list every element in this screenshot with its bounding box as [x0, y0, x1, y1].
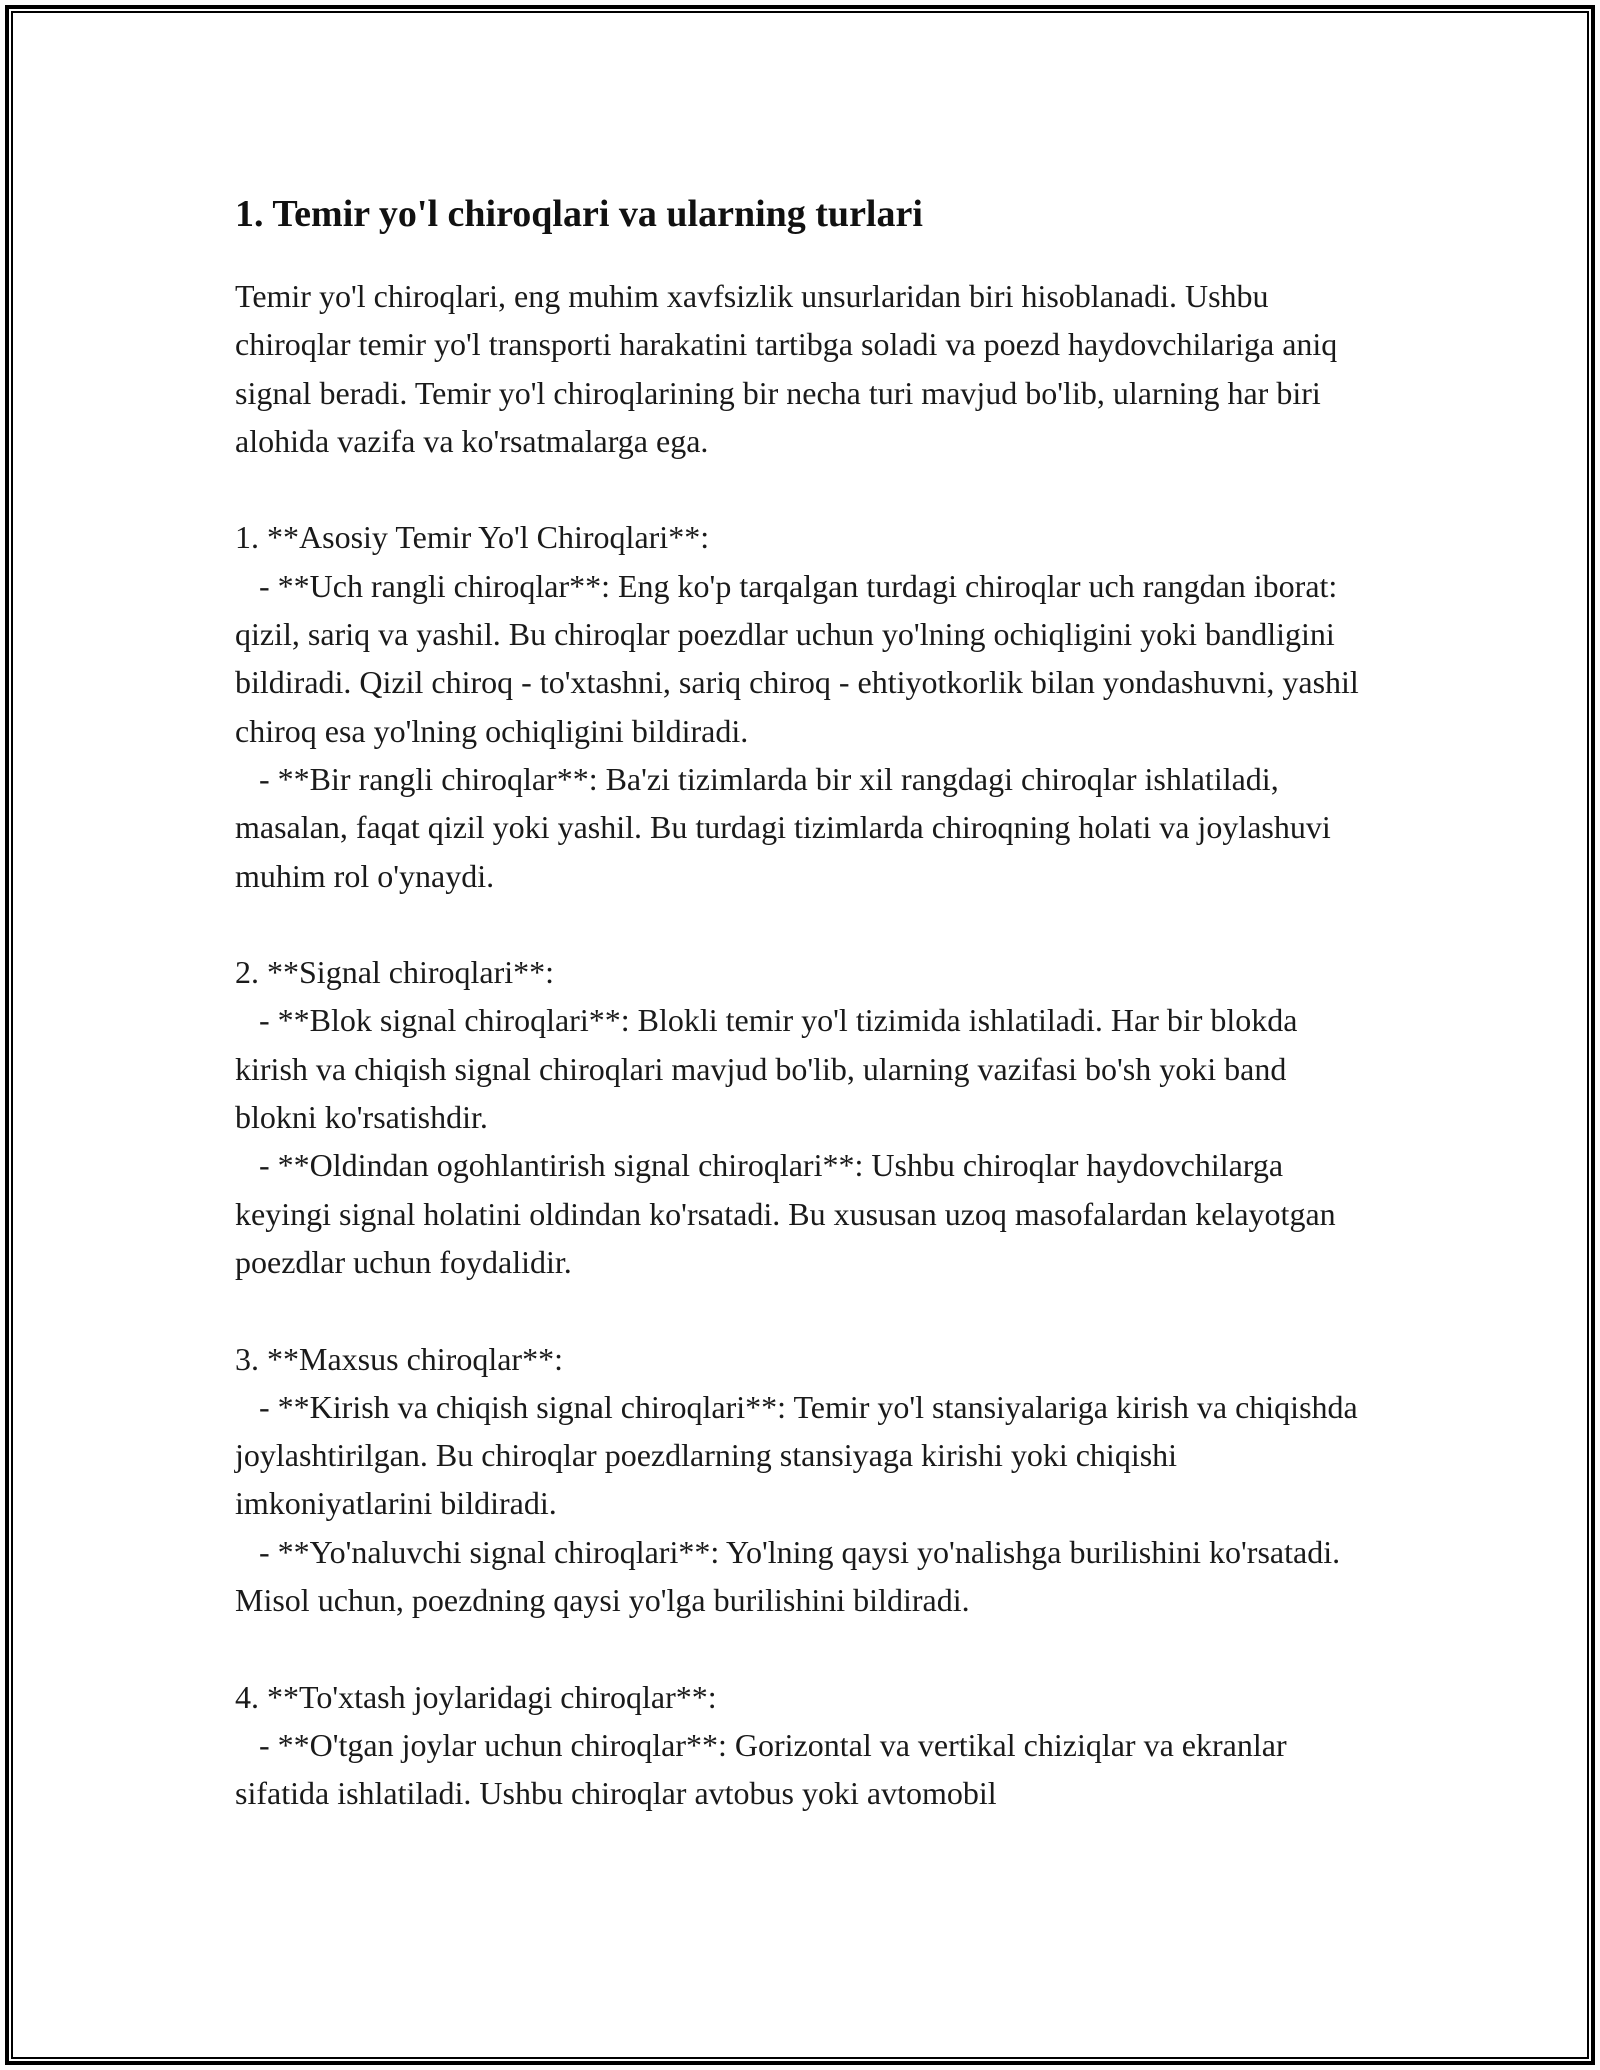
list-item: - **Blok signal chiroqlari**: Blokli temir yo'l tizimida ishlatiladi. Har bir blokda kirish va chiqish signal chiroqlari mavjud bo'lib, ularning vazifasi bo'sh yoki band blokni ko'rsatishdir.	[235, 1002, 1306, 1136]
list-item: - **Uch rangli chiroqlar**: Eng ko'p tarqalgan turdagi chiroqlar uch rangdan iborat: qizil, sariq va yashil. Bu chiroqlar poezdlar uchun yo'lning ochiqligini yoki bandligini bildiradi. Qizil chiroq - to'xtashni, sariq chiroq - ehtiyotkorlik bilan yondashuvni, yashil chiroq esa yo'lning ochiqligini bildiradi.	[235, 567, 1367, 749]
list-item: - **Bir rangli chiroqlar**: Ba'zi tizimlarda bir xil rangdagi chiroqlar ishlatiladi, masalan, faqat qizil yoki yashil. Bu turdagi tizimlarda chiroqning holati va joylashuvi muhim rol o'ynaydi.	[235, 760, 1339, 894]
list-item: - **O'tgan joylar uchun chiroqlar**: Gorizontal va vertikal chiziqlar va ekranlar sifatida ishlatiladi. Ushbu chiroqlar avtobus yoki avtomobil	[235, 1726, 1295, 1812]
document-title: 1. Temir yo'l chiroqlari va ularning turlari	[235, 193, 923, 235]
section-1	[235, 513, 1365, 899]
section-2	[235, 948, 1365, 1286]
section-heading: 1. **Asosiy Temir Yo'l Chiroqlari**:	[235, 519, 710, 556]
section-heading: 3. **Maxsus chiroqlar**:	[235, 1340, 563, 1377]
section-3	[235, 1335, 1365, 1625]
list-item: - **Kirish va chiqish signal chiroqlari**: Temir yo'l stansiyalariga kirish va chiqishda joylashtirilgan. Bu chiroqlar poezdlarning stansiyaga kirishi yoki chiqishi imkoniyatlarini bildiradi.	[235, 1388, 1366, 1522]
section-heading: 4. **To'xtash joylaridagi chiroqlar**:	[235, 1678, 717, 1715]
document-body	[235, 186, 1365, 1818]
intro-paragraph: Temir yo'l chiroqlari, eng muhim xavfsizlik unsurlaridan biri hisoblanadi. Ushbu chiroqlar temir yo'l transporti harakatini tartibga soladi va poezd haydovchilariga aniq signal beradi. Temir yo'l chiroqlarining bir necha turi mavjud bo'lib, ularning har biri alohida vazifa va ko'rsatmalarga ega.	[235, 278, 1346, 459]
paragraph-gap	[235, 1624, 1365, 1672]
list-item: - **Oldindan ogohlantirish signal chiroqlari**: Ushbu chiroqlar haydovchilarga keyingi signal holatini oldindan ko'rsatadi. Bu xususan uzoq masofalardan kelayotgan poezdlar uchun foydalidir.	[235, 1147, 1344, 1280]
section-4	[235, 1673, 1365, 1818]
paragraph-gap	[235, 465, 1365, 513]
list-item: - **Yo'naluvchi signal chiroqlari**: Yo'lning qaysi yo'nalishga burilishini ko'rsatadi. Misol uchun, poezdning qaysi yo'lga burilishini bildiradi.	[235, 1533, 1349, 1619]
section-heading: 2. **Signal chiroqlari**:	[235, 954, 555, 991]
paragraph-gap	[235, 900, 1365, 948]
paragraph-gap	[235, 1286, 1365, 1334]
